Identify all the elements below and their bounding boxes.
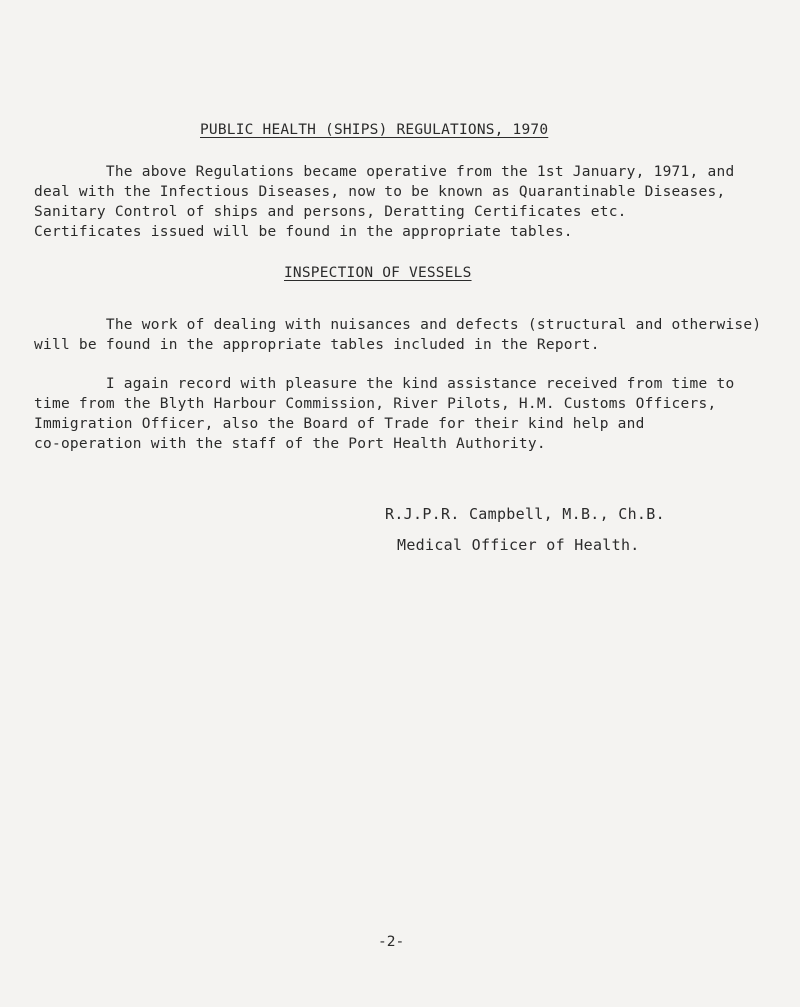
regulations-heading: PUBLIC HEALTH (SHIPS) REGULATIONS, 1970: [200, 122, 549, 138]
thanks-paragraph: [34, 374, 794, 454]
inspection-heading: INSPECTION OF VESSELS: [284, 265, 472, 281]
paragraph-line: The above Regulations became operative from the 1st January, 1971, and: [34, 164, 735, 180]
paragraph-line: co-operation with the staff of the Port Health Authority.: [34, 436, 546, 452]
signatory-title: Medical Officer of Health.: [397, 536, 640, 554]
paragraph-line: The work of dealing with nuisances and defects (structural and otherwise): [34, 317, 762, 333]
paragraph-line: I again record with pleasure the kind assistance received from time to: [34, 376, 735, 392]
regulations-paragraph: [34, 162, 794, 242]
inspection-paragraph: [34, 315, 794, 355]
paragraph-line: Certificates issued will be found in the appropriate tables.: [34, 224, 573, 240]
page-number: -2-: [378, 934, 405, 950]
paragraph-line: Sanitary Control of ships and persons, Deratting Certificates etc.: [34, 204, 627, 220]
paragraph-line: time from the Blyth Harbour Commission, River Pilots, H.M. Customs Officers,: [34, 396, 717, 412]
paragraph-line: Immigration Officer, also the Board of Trade for their kind help and: [34, 416, 645, 432]
paragraph-line: will be found in the appropriate tables included in the Report.: [34, 337, 600, 353]
signatory-name: R.J.P.R. Campbell, M.B., Ch.B.: [385, 505, 665, 523]
paragraph-line: deal with the Infectious Diseases, now to be known as Quarantinable Diseases,: [34, 184, 726, 200]
